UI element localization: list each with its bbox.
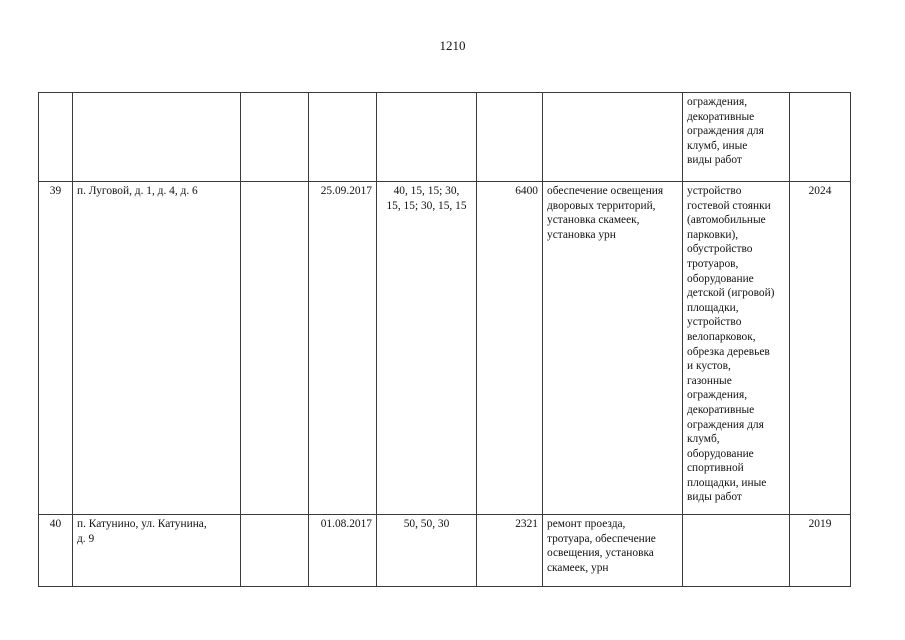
total-area-cell [477,93,543,182]
text-line: дворовых территорий, [547,199,656,212]
text-line: гостевой стоянки [687,199,771,212]
table-row [39,515,851,587]
empty-cell [241,182,309,515]
total-area-cell: 2321 [477,515,543,587]
text-line: клумб, иные [687,139,748,152]
text-line: обрезка деревьев [687,345,770,358]
row-number-cell [39,93,73,182]
text-line: оборудование [687,447,754,460]
text-line: ограждения, [687,96,748,108]
text-line: площадки, [687,301,739,314]
text-line: обустройство [687,243,753,256]
text-line: скамеек, урн [547,561,609,574]
text-line: площадки, иные [687,476,767,489]
area-values-cell [377,182,477,515]
empty-cell [241,515,309,587]
date-cell: 01.08.2017 [309,515,377,587]
registry-table [38,92,851,587]
total-area-cell: 6400 [477,182,543,515]
text-line: декоративные [687,403,755,416]
text-line: газонные [687,374,732,387]
text-line: п. Катунино, ул. Катунина, [77,518,207,530]
text-line: парковки), [687,228,739,241]
text-line: (автомобильные [687,214,766,227]
text-line: ограждения для [687,418,764,431]
row-number-cell: 40 [39,515,73,587]
text-line: устройство [687,316,742,329]
empty-cell [241,93,309,182]
text-line: тротуаров, [687,257,739,270]
text-line: оборудование [687,272,754,285]
text-line: установка урн [547,228,616,241]
text-line: клумб, [687,433,720,446]
text-line: детской (игровой) [687,287,775,300]
area-values-cell [377,515,477,587]
minimum-works-cell [543,182,683,515]
area-values-cell [377,93,477,182]
text-line: ограждения, [687,389,748,402]
address-cell [73,93,241,182]
address-cell [73,515,241,587]
additional-works-cell [683,182,790,515]
additional-works-cell [683,93,790,182]
text-line: ремонт проезда, [547,518,626,530]
minimum-works-cell [543,515,683,587]
text-line: и кустов, [687,360,731,373]
page-number: 1210 [439,38,466,53]
minimum-works-cell [543,93,683,182]
year-cell [790,93,851,182]
date-cell [309,93,377,182]
table-row [39,93,851,182]
row-number-cell: 39 [39,182,73,515]
year-cell: 2024 [790,182,851,515]
text-line: ограждения для [687,125,764,138]
text-line: виды работ [687,491,742,504]
text-line: освещения, установка [547,547,654,560]
text-line: спортивной [687,462,744,475]
additional-works-cell [683,515,790,587]
address-cell [73,182,241,515]
text-line: установка скамеек, [547,214,640,227]
text-line: п. Луговой, д. 1, д. 4, д. 6 [77,185,198,197]
text-line: тротуара, обеспечение [547,532,656,545]
year-cell: 2019 [790,515,851,587]
text-line: 50, 50, 30 [403,518,450,530]
text-line: 15, 15; 30, 15, 15 [386,199,467,212]
text-line: виды работ [687,154,742,167]
text-line: устройство [687,185,742,197]
table-row [39,182,851,515]
text-line: обеспечение освещения [547,185,664,197]
text-line: д. 9 [77,532,95,545]
text-line: декоративные [687,110,755,123]
date-cell: 25.09.2017 [309,182,377,515]
text-line: 40, 15, 15; 30, [393,185,460,197]
text-line: велопарковок, [687,330,756,343]
